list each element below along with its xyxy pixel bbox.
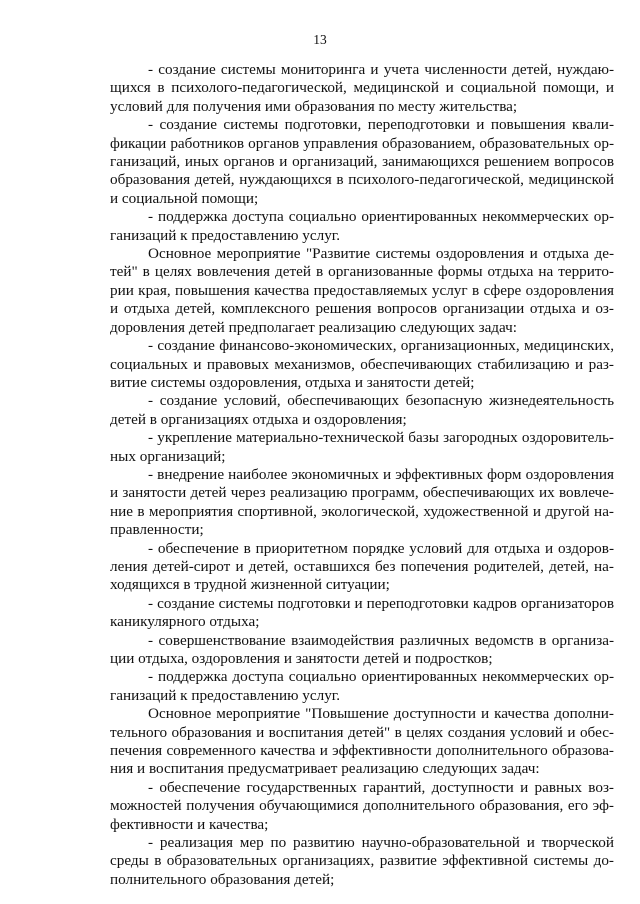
paragraph: - обеспечение в приоритетном порядке условий для отдыха и оздоров-ления детей-сирот и детей, оставшихся без попечения родителей, детей, на-ходящихся в трудной жизненной ситуации; (110, 539, 614, 594)
paragraph: - обеспечение государственных гарантий, доступности и равных воз-можностей получения обучающимися дополнительного образования, его эф-фективности и качества; (110, 778, 614, 833)
paragraph: Основное мероприятие "Повышение доступности и качества дополни-тельного образования и воспитания детей" в целях создания условий и обес-печения современного качества и эффективности дополнительного образова-ния и воспитания предусматривает реализацию следующих задач: (110, 705, 614, 778)
paragraph: - поддержка доступа социально ориентированных некоммерческих ор-ганизаций к предоставлению услуг. (110, 668, 614, 704)
paragraph: Основное мероприятие "Развитие системы оздоровления и отдыха де-тей" в целях вовлечения детей в организованные формы отдыха на террито-рии края, повышения качества предоставляемых услуг в сфере оздоровления и отдыха детей, комплексного решения вопросов организации отдыха и оз-доровления детей предполагает реализацию следующих задач: (110, 245, 614, 336)
paragraph: - поддержка доступа социально ориентированных некоммерческих ор-ганизаций к предоставлению услуг. (110, 208, 614, 244)
paragraph: - создание финансово-экономических, организационных, медицинских, социальных и правовых механизмов, обеспечивающих стабилизацию и раз-витие системы оздоровления, отдыха и занятости детей; (110, 337, 614, 391)
paragraph: - создание условий, обеспечивающих безопасную жизнедеятельность детей в организациях отдыха и оздоровления; (110, 392, 614, 428)
body-text (110, 61, 614, 889)
paragraph: - внедрение наиболее экономичных и эффективных форм оздоровления и занятости детей через реализацию программ, обеспечивающих их вовлече-ние в мероприятия спортивной, экологической, художественной и другой на-правленности; (110, 465, 614, 539)
paragraph: - создание системы мониторинга и учета численности детей, нуждаю-щихся в психолого-педагогической, медицинской и социальной помощи, и условий для получения ими образования по месту жительства; (110, 61, 614, 115)
paragraph: - реализация мер по развитию научно-образовательной и творческой среды в образовательных организациях, развитие эффективной системы до-полнительного образования детей; (110, 834, 614, 888)
paragraph: - укрепление материально-технической базы загородных оздоровитель-ных организаций; (110, 429, 614, 465)
paragraph: - создание системы подготовки и переподготовки кадров организаторов каникулярного отдыха; (110, 594, 614, 631)
paragraph: - создание системы подготовки, переподготовки и повышения квали-фикации работников органов управления образованием, образовательных ор-ганизаций, иных органов и организаций, занимающихся решением вопросов образования детей, нуждающихся в психолого-педагогической, медицинской и социальной помощи; (110, 116, 614, 207)
paragraph: - совершенствование взаимодействия различных ведомств в организа-ции отдыха, оздоровления и занятости детей и подростков; (110, 631, 614, 667)
page-number: 13 (313, 32, 327, 47)
